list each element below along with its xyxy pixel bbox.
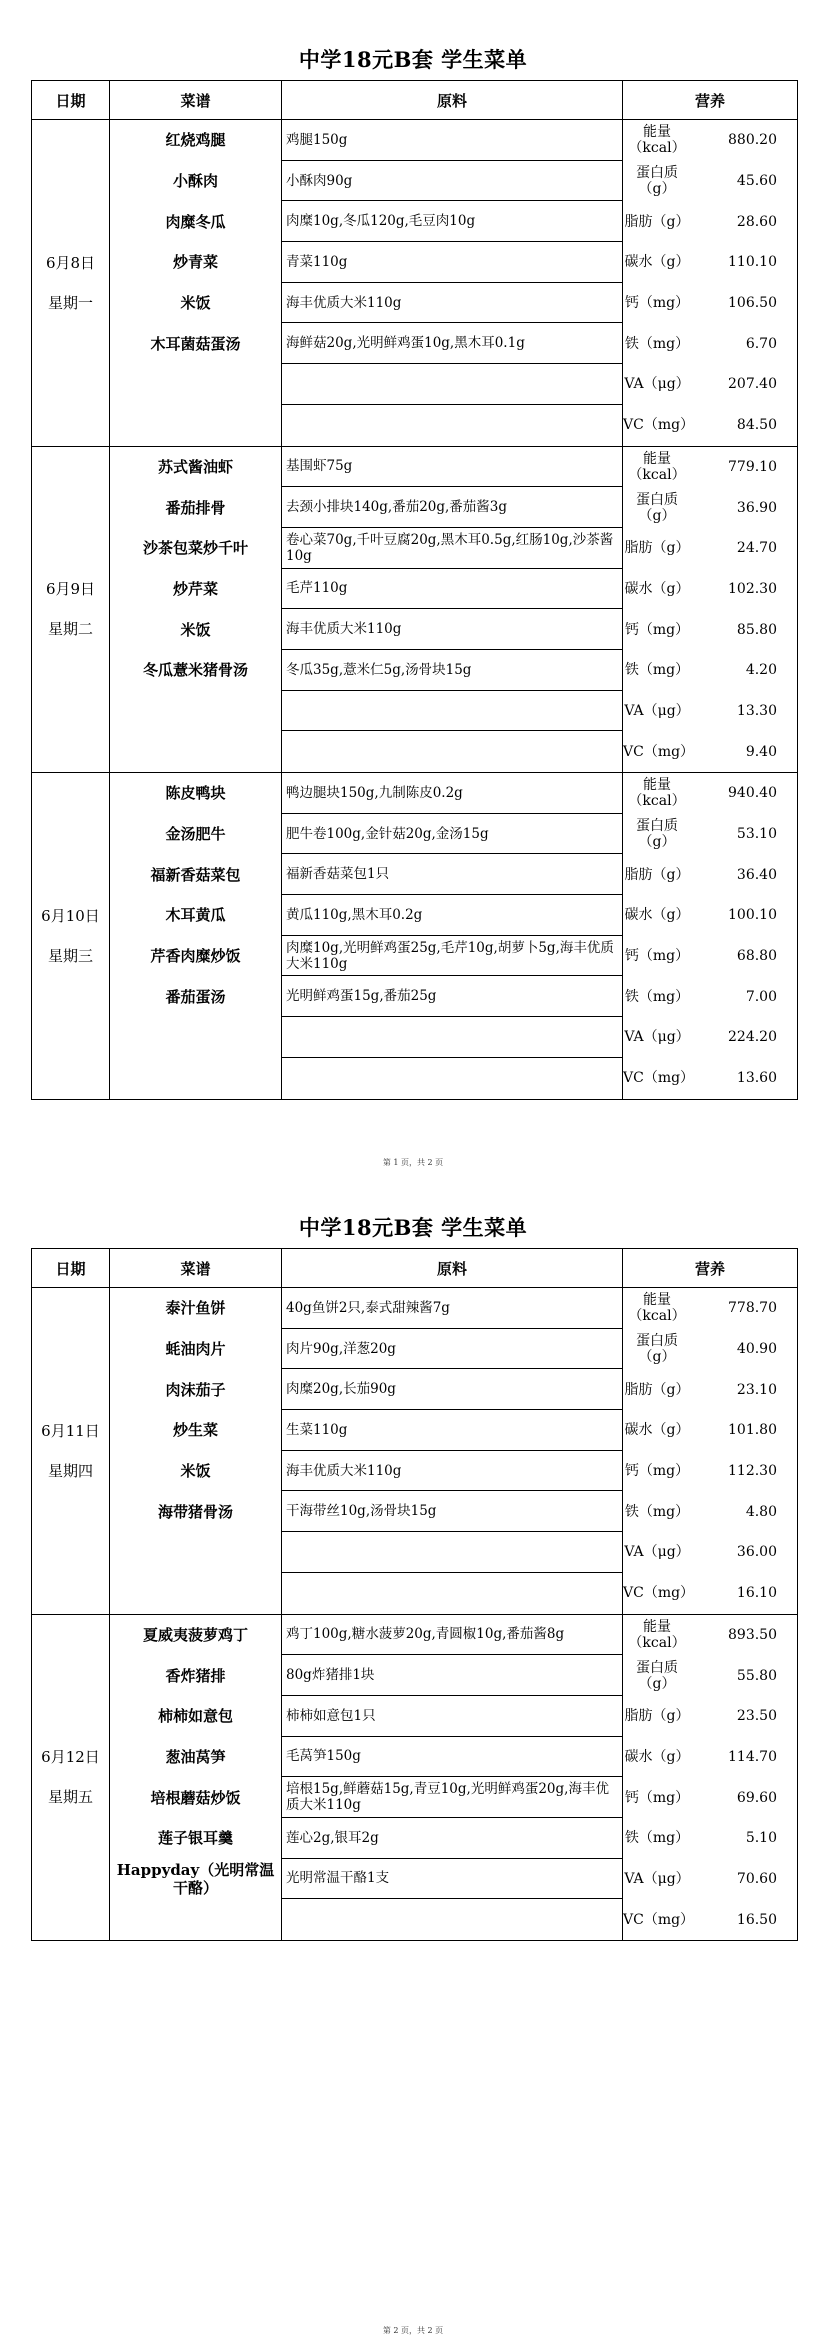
nutrition-label: 铁（mg） xyxy=(624,988,690,1005)
page-footer: 第 1 页，共 2 页 xyxy=(382,1158,444,1167)
ingredient-line: 肉糜10g,冬瓜120g,毛豆肉10g xyxy=(282,201,622,242)
dish-name: 苏式酱油虾 xyxy=(157,457,233,476)
ingredient-line: 莲心2g,银耳2g xyxy=(282,1818,622,1859)
nutrition-value: 84.50 xyxy=(736,417,777,434)
nutrition-label: 能量（kcal） xyxy=(628,1618,686,1651)
dish-name: 米饭 xyxy=(180,620,211,639)
day-row xyxy=(32,120,798,447)
ingredient-line: 肉糜20g,长茄90g xyxy=(282,1369,622,1410)
nutrition-value: 23.10 xyxy=(736,1381,777,1398)
nutrition-value: 69.60 xyxy=(736,1789,777,1806)
dish-name: 炒芹菜 xyxy=(172,579,218,598)
nutrition-row xyxy=(623,895,797,936)
nutrition-value: 224.20 xyxy=(728,1029,777,1046)
nutrition-value: 4.80 xyxy=(745,1503,777,1520)
nutrition-row xyxy=(623,1859,797,1900)
date-cell xyxy=(32,773,110,1100)
dish-name: 米饭 xyxy=(180,294,211,313)
nutrition-value: 13.60 xyxy=(736,1070,777,1087)
ingredients-cell xyxy=(282,773,623,1100)
dish-name: 泰汁鱼饼 xyxy=(165,1299,226,1318)
nutrition-label: VC（mg） xyxy=(623,1585,695,1602)
nutrition-value: 940.40 xyxy=(728,785,777,802)
nutrition-row xyxy=(623,936,797,977)
ingredient-line: 肥牛卷100g,金针菇20g,金汤15g xyxy=(282,814,622,855)
date-cell xyxy=(32,120,110,447)
nutrition-row xyxy=(623,1410,797,1451)
nutrition-row xyxy=(623,364,797,405)
dish-name: 小酥肉 xyxy=(172,172,218,191)
ingredient-line: 福新香菇菜包1只 xyxy=(282,854,622,895)
ingredient-line: 海鲜菇20g,光明鲜鸡蛋10g,黑木耳0.1g xyxy=(282,323,622,364)
dishes-cell xyxy=(110,446,282,773)
nutrition-cell xyxy=(623,1614,798,1941)
nutrition-value: 114.70 xyxy=(728,1748,777,1765)
nutrition-row xyxy=(623,814,797,855)
ingredient-line: 柿柿如意包1只 xyxy=(282,1696,622,1737)
menu-table xyxy=(31,1248,798,1941)
ingredient-line: 基围虾75g xyxy=(282,447,622,488)
nutrition-value: 36.90 xyxy=(736,499,777,516)
day-row xyxy=(32,773,798,1100)
day-date: 6月9日 xyxy=(45,580,96,599)
dish-name: 炒生菜 xyxy=(172,1421,218,1440)
menu-table xyxy=(31,80,798,1100)
nutrition-value: 102.30 xyxy=(728,580,777,597)
header-dishes: 菜谱 xyxy=(110,1249,282,1288)
nutrition-label: VA（μg） xyxy=(624,702,690,719)
date-cell xyxy=(32,446,110,773)
nutrition-row xyxy=(623,1329,797,1370)
dish-name: 木耳黄瓜 xyxy=(165,906,226,925)
dishes-cell xyxy=(110,1288,282,1615)
nutrition-cell xyxy=(623,773,798,1100)
nutrition-label: VC（mg） xyxy=(623,743,695,760)
header-nutrition: 营养 xyxy=(623,1249,798,1288)
nutrition-row xyxy=(623,1777,797,1818)
nutrition-row xyxy=(623,609,797,650)
nutrition-row xyxy=(623,1899,797,1940)
dish-name: 米饭 xyxy=(180,1462,211,1481)
dishes-cell xyxy=(110,1614,282,1941)
nutrition-row xyxy=(623,120,797,161)
nutrition-row xyxy=(623,1573,797,1614)
day-weekday: 星期一 xyxy=(47,293,93,312)
dish-name: Happyday（光明常温干酪） xyxy=(116,1860,275,1897)
dish-name: 海带猪骨汤 xyxy=(157,1502,233,1521)
nutrition-row xyxy=(623,201,797,242)
nutrition-row xyxy=(623,1369,797,1410)
nutrition-row xyxy=(623,1017,797,1058)
nutrition-label: 脂肪（g） xyxy=(624,540,690,557)
nutrition-row xyxy=(623,1615,797,1656)
day-date: 6月11日 xyxy=(41,1421,100,1440)
nutrition-label: 铁（mg） xyxy=(624,1830,690,1847)
nutrition-row xyxy=(623,323,797,364)
header-nutrition: 营养 xyxy=(623,81,798,120)
nutrition-value: 24.70 xyxy=(736,540,777,557)
dish-name: 莲子银耳羹 xyxy=(157,1829,233,1848)
ingredient-line: 青菜110g xyxy=(282,242,622,283)
header-ingredients: 原料 xyxy=(282,1249,623,1288)
dish-name: 金汤肥牛 xyxy=(165,825,226,844)
dish-name: 芹香肉糜炒饭 xyxy=(150,947,241,966)
nutrition-label: 铁（mg） xyxy=(624,335,690,352)
ingredient-line xyxy=(282,1017,622,1058)
dish-name: 木耳菌菇蛋汤 xyxy=(150,334,241,353)
ingredient-line: 海丰优质大米110g xyxy=(282,1451,622,1492)
ingredient-line: 海丰优质大米110g xyxy=(282,283,622,324)
ingredients-cell xyxy=(282,1288,623,1615)
ingredient-line xyxy=(282,691,622,732)
nutrition-value: 778.70 xyxy=(728,1300,777,1317)
ingredient-line: 干海带丝10g,汤骨块15g xyxy=(282,1491,622,1532)
nutrition-value: 9.40 xyxy=(745,743,777,760)
nutrition-value: 53.10 xyxy=(736,826,777,843)
nutrition-cell xyxy=(623,1288,798,1615)
nutrition-value: 893.50 xyxy=(728,1626,777,1643)
nutrition-label: VA（μg） xyxy=(624,376,690,393)
nutrition-value: 779.10 xyxy=(728,458,777,475)
nutrition-value: 40.90 xyxy=(736,1341,777,1358)
nutrition-value: 6.70 xyxy=(745,335,777,352)
nutrition-row xyxy=(623,1491,797,1532)
day-rows xyxy=(32,1288,798,1941)
nutrition-label: 钙（mg） xyxy=(624,295,690,312)
ingredient-line: 卷心菜70g,千叶豆腐20g,黑木耳0.5g,红肠10g,沙茶酱10g xyxy=(282,528,622,569)
nutrition-label: 蛋白质（g） xyxy=(636,1659,678,1692)
ingredient-line: 海丰优质大米110g xyxy=(282,609,622,650)
ingredient-line: 鸭边腿块150g,九制陈皮0.2g xyxy=(282,773,622,814)
nutrition-value: 110.10 xyxy=(728,254,777,271)
page-title: 中学18元B套 学生菜单 xyxy=(298,1215,528,1240)
nutrition-label: 能量（kcal） xyxy=(628,777,686,810)
nutrition-value: 112.30 xyxy=(728,1463,777,1480)
dish-name: 炒青菜 xyxy=(172,253,218,272)
nutrition-row xyxy=(623,1058,797,1099)
nutrition-value: 207.40 xyxy=(728,376,777,393)
ingredient-line: 生菜110g xyxy=(282,1410,622,1451)
nutrition-row xyxy=(623,487,797,528)
ingredients-cell xyxy=(282,1614,623,1941)
nutrition-cell xyxy=(623,446,798,773)
nutrition-label: 能量（kcal） xyxy=(628,1292,686,1325)
nutrition-row xyxy=(623,1288,797,1329)
nutrition-label: VA（μg） xyxy=(624,1544,690,1561)
nutrition-label: 钙（mg） xyxy=(624,621,690,638)
ingredient-line: 毛芹110g xyxy=(282,569,622,610)
nutrition-row xyxy=(623,447,797,488)
dish-name: 红烧鸡腿 xyxy=(165,131,226,150)
nutrition-label: 铁（mg） xyxy=(624,662,690,679)
dish-name: 肉糜冬瓜 xyxy=(165,212,226,231)
nutrition-value: 36.00 xyxy=(736,1544,777,1561)
nutrition-row xyxy=(623,1655,797,1696)
day-row xyxy=(32,1288,798,1615)
ingredient-line: 培根15g,鲜蘑菇15g,青豆10g,光明鲜鸡蛋20g,海丰优质大米110g xyxy=(282,1777,622,1818)
date-cell xyxy=(32,1288,110,1615)
nutrition-value: 5.10 xyxy=(745,1830,777,1847)
nutrition-label: 钙（mg） xyxy=(624,1789,690,1806)
nutrition-row xyxy=(623,1451,797,1492)
table-header-row xyxy=(32,1249,798,1288)
nutrition-row xyxy=(623,1818,797,1859)
nutrition-row xyxy=(623,1532,797,1573)
nutrition-label: VA（μg） xyxy=(624,1029,690,1046)
ingredient-line: 小酥肉90g xyxy=(282,161,622,202)
nutrition-value: 23.50 xyxy=(736,1708,777,1725)
nutrition-label: 铁（mg） xyxy=(624,1503,690,1520)
day-date: 6月10日 xyxy=(41,906,100,925)
nutrition-label: 脂肪（g） xyxy=(624,866,690,883)
nutrition-label: VC（mg） xyxy=(623,1070,695,1087)
day-weekday: 星期二 xyxy=(47,620,93,639)
nutrition-value: 45.60 xyxy=(736,173,777,190)
day-rows xyxy=(32,120,798,1100)
dish-name: 肉沫茄子 xyxy=(165,1380,226,1399)
ingredient-line: 鸡腿150g xyxy=(282,120,622,161)
nutrition-row xyxy=(623,528,797,569)
nutrition-row xyxy=(623,1737,797,1778)
nutrition-cell xyxy=(623,120,798,447)
nutrition-row xyxy=(623,731,797,772)
nutrition-label: 钙（mg） xyxy=(624,1463,690,1480)
dish-name: 番茄蛋汤 xyxy=(165,987,226,1006)
dish-name: 沙茶包菜炒千叶 xyxy=(142,539,248,558)
ingredient-line: 光明常温干酪1支 xyxy=(282,1859,622,1900)
nutrition-label: 脂肪（g） xyxy=(624,1381,690,1398)
nutrition-label: VA（μg） xyxy=(624,1870,690,1887)
nutrition-value: 13.30 xyxy=(736,702,777,719)
table-header-row xyxy=(32,81,798,120)
nutrition-label: 蛋白质（g） xyxy=(636,818,678,851)
nutrition-value: 4.20 xyxy=(745,662,777,679)
nutrition-row xyxy=(623,854,797,895)
nutrition-value: 16.50 xyxy=(736,1911,777,1928)
ingredient-line: 去颈小排块140g,番茄20g,番茄酱3g xyxy=(282,487,622,528)
ingredient-line: 黄瓜110g,黑木耳0.2g xyxy=(282,895,622,936)
nutrition-row xyxy=(623,569,797,610)
dish-name: 夏威夷菠萝鸡丁 xyxy=(142,1625,248,1644)
nutrition-label: VC（mg） xyxy=(623,1911,695,1928)
nutrition-label: 能量（kcal） xyxy=(628,124,686,157)
day-date: 6月12日 xyxy=(41,1748,100,1767)
header-ingredients: 原料 xyxy=(282,81,623,120)
ingredient-line xyxy=(282,1532,622,1573)
nutrition-value: 70.60 xyxy=(736,1870,777,1887)
header-date: 日期 xyxy=(32,81,110,120)
dish-name: 培根蘑菇炒饭 xyxy=(150,1788,241,1807)
nutrition-label: 能量（kcal） xyxy=(628,450,686,483)
ingredient-line xyxy=(282,1573,622,1613)
dish-name: 香炸猪排 xyxy=(165,1666,226,1685)
nutrition-row xyxy=(623,691,797,732)
page-footer: 第 2 页，共 2 页 xyxy=(382,2326,444,2335)
nutrition-label: 蛋白质（g） xyxy=(636,1333,678,1366)
dish-name: 福新香菇菜包 xyxy=(150,865,241,884)
nutrition-row xyxy=(623,161,797,202)
nutrition-label: 蛋白质（g） xyxy=(636,491,678,524)
ingredient-line xyxy=(282,731,622,771)
nutrition-value: 68.80 xyxy=(736,948,777,965)
nutrition-row xyxy=(623,773,797,814)
ingredient-line: 光明鲜鸡蛋15g,番茄25g xyxy=(282,976,622,1017)
day-weekday: 星期四 xyxy=(47,1461,93,1480)
nutrition-label: 脂肪（g） xyxy=(624,1708,690,1725)
nutrition-label: 钙（mg） xyxy=(624,948,690,965)
dishes-cell xyxy=(110,773,282,1100)
ingredient-line: 鸡丁100g,糖水菠萝20g,青圆椒10g,番茄酱8g xyxy=(282,1615,622,1656)
nutrition-label: 蛋白质（g） xyxy=(636,165,678,198)
ingredient-line: 毛莴笋150g xyxy=(282,1737,622,1778)
nutrition-value: 7.00 xyxy=(745,988,777,1005)
nutrition-value: 106.50 xyxy=(728,295,777,312)
nutrition-row xyxy=(623,1696,797,1737)
nutrition-value: 16.10 xyxy=(736,1585,777,1602)
header-dishes: 菜谱 xyxy=(110,81,282,120)
nutrition-label: 碳水（g） xyxy=(624,907,690,924)
nutrition-row xyxy=(623,242,797,283)
ingredient-line: 40g鱼饼2只,泰式甜辣酱7g xyxy=(282,1288,622,1329)
ingredients-cell xyxy=(282,120,623,447)
nutrition-label: 碳水（g） xyxy=(624,1748,690,1765)
nutrition-row xyxy=(623,405,797,446)
day-date: 6月8日 xyxy=(45,253,96,272)
day-row xyxy=(32,1614,798,1941)
nutrition-value: 28.60 xyxy=(736,213,777,230)
ingredient-line: 冬瓜35g,薏米仁5g,汤骨块15g xyxy=(282,650,622,691)
nutrition-label: 碳水（g） xyxy=(624,1422,690,1439)
nutrition-value: 880.20 xyxy=(728,132,777,149)
nutrition-row xyxy=(623,283,797,324)
nutrition-value: 36.40 xyxy=(736,866,777,883)
day-weekday: 星期五 xyxy=(47,1788,93,1807)
ingredient-line xyxy=(282,1058,622,1098)
nutrition-label: 碳水（g） xyxy=(624,580,690,597)
nutrition-value: 101.80 xyxy=(728,1422,777,1439)
nutrition-value: 85.80 xyxy=(736,621,777,638)
header-date: 日期 xyxy=(32,1249,110,1288)
nutrition-label: 脂肪（g） xyxy=(624,213,690,230)
ingredient-line xyxy=(282,1899,622,1939)
dish-name: 葱油莴笋 xyxy=(165,1747,226,1766)
nutrition-value: 55.80 xyxy=(736,1667,777,1684)
nutrition-label: VC（mg） xyxy=(623,417,695,434)
ingredient-line: 肉片90g,洋葱20g xyxy=(282,1329,622,1370)
nutrition-row xyxy=(623,650,797,691)
nutrition-label: 碳水（g） xyxy=(624,254,690,271)
nutrition-row xyxy=(623,976,797,1017)
ingredient-line xyxy=(282,405,622,445)
day-weekday: 星期三 xyxy=(47,946,93,965)
dishes-cell xyxy=(110,120,282,447)
page-title: 中学18元B套 学生菜单 xyxy=(298,47,528,72)
ingredients-cell xyxy=(282,446,623,773)
ingredient-line xyxy=(282,364,622,405)
nutrition-value: 100.10 xyxy=(728,907,777,924)
dish-name: 柿柿如意包 xyxy=(157,1707,233,1726)
dish-name: 陈皮鸭块 xyxy=(165,784,226,803)
ingredient-line: 肉糜10g,光明鲜鸡蛋25g,毛芹10g,胡萝卜5g,海丰优质大米110g xyxy=(282,936,622,977)
dish-name: 蚝油肉片 xyxy=(165,1340,226,1359)
date-cell xyxy=(32,1614,110,1941)
day-row xyxy=(32,446,798,773)
dish-name: 番茄排骨 xyxy=(165,498,226,517)
dish-name: 冬瓜薏米猪骨汤 xyxy=(142,661,248,680)
ingredient-line: 80g炸猪排1块 xyxy=(282,1655,622,1696)
